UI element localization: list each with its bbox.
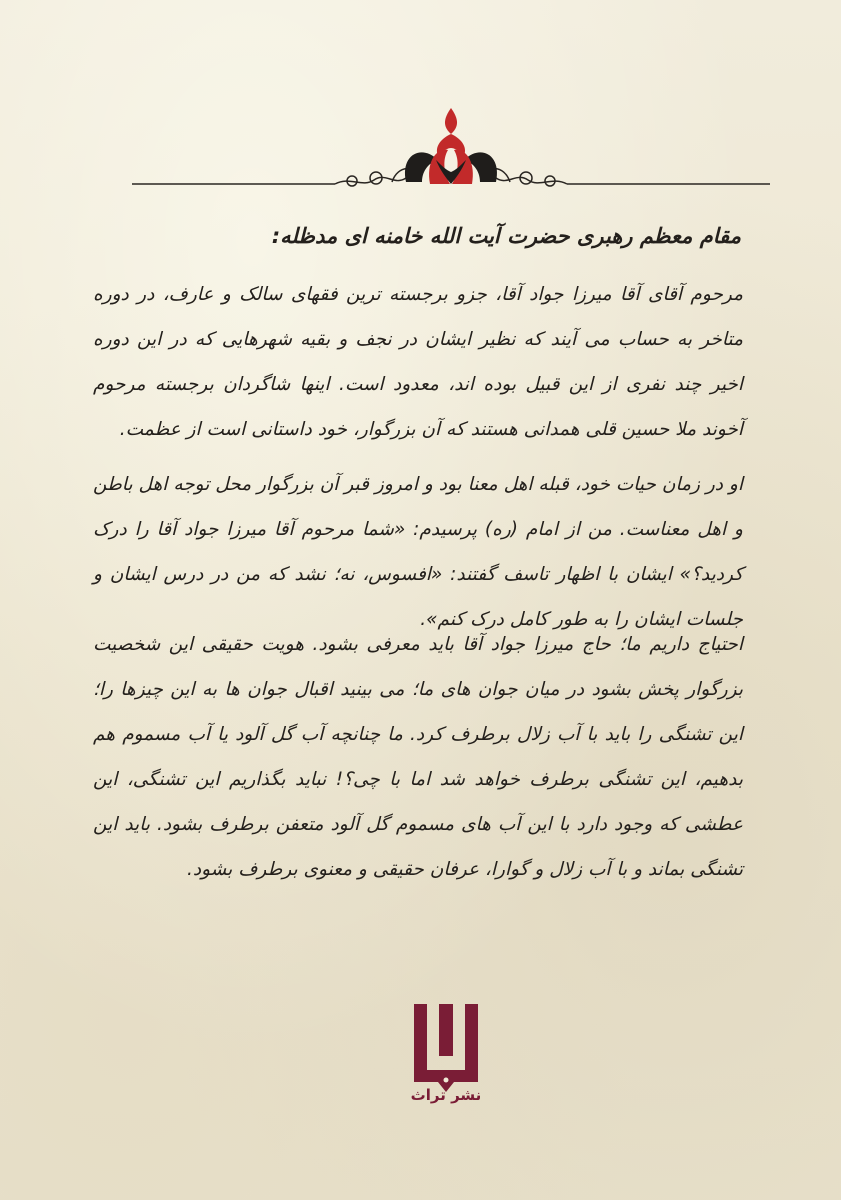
paragraph-2: او در زمان حیات خود، قبله اهل معنا بود و امروز قبر آن بزرگوار محل توجه اهل باطن و اهل معناست. من از امام (ره) پرسیدم: «شما مرحوم آقا میرزا جواد آقا را درک کردید؟» ایشان با اظهار تاسف گفتند: «افسوس، نه؛ نشد که من در درس ایشان و جلسات ایشان را به طور کامل درک کنم». xyxy=(93,474,743,630)
floral-ornament-divider xyxy=(130,104,772,200)
publisher-name: نشر تراث xyxy=(410,1086,482,1104)
paragraph-3: احتیاج داریم ما؛ حاج میرزا جواد آقا باید معرفی بشود. هویت حقیقی این شخصیت بزرگوار پخش بشود در میان جوان های ما؛ می بینید اقبال جوان ها به این چیزها را؛ این تشنگی را باید با آب زلال برطرف کرد. ما چنانچه آب گل آلود یا آب مسموم هم بدهیم، این تشنگی برطرف خواهد شد اما با چی؟! نباید بگذاریم این تشنگی، این عطشی که وجود دارد با این آب های مسموم گل آلود متعفن برطرف بشود. باید این تشنگی بماند و با آب زلال و گوارا، عرفان حقیقی و معنوی برطرف بشود. xyxy=(93,634,743,880)
heading-quote-attribution: مقام معظم رهبری حضرت آیت الله خامنه ای مدظله: xyxy=(271,224,741,248)
paragraph-1: مرحوم آقای آقا میرزا جواد آقا، جزو برجسته ترین فقهای سالک و عارف، در دوره متاخر به حساب می آیند که نظیر ایشان در نجف و بقیه شهرهایی که در این دوره اخیر چند نفری از این قبیل بوده اند، معدود است. اینها شاگردان برجسته مرحوم آخوند ملا حسین قلی همدانی هستند که آن بزرگوار، خود داستانی است از عظمت. xyxy=(93,284,743,440)
